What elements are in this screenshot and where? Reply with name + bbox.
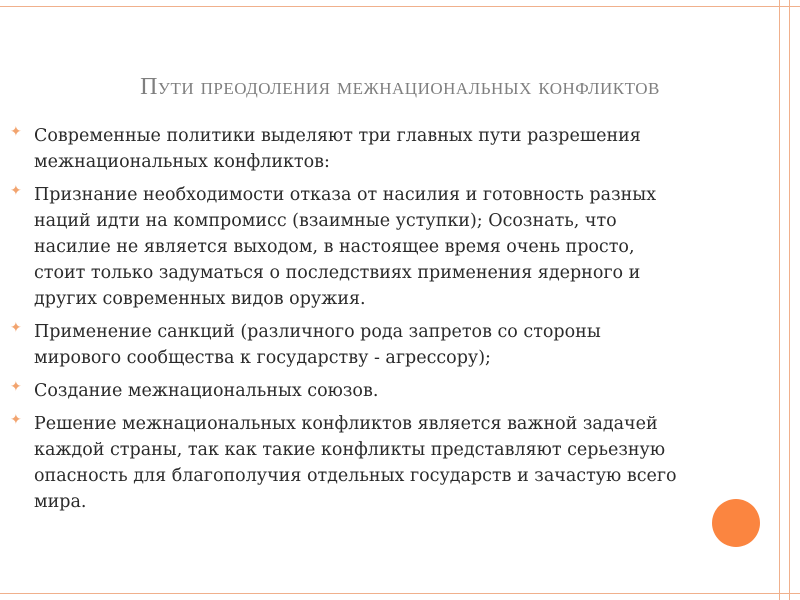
bullet-marker-icon: ✦ bbox=[10, 124, 22, 140]
bullet-text: Современные политики выделяют три главных пути разрешения межнациональных конфликтов: bbox=[34, 126, 641, 172]
bullet-marker-icon: ✦ bbox=[10, 320, 22, 336]
bullet-text: Применение санкций (различного рода запретов со стороны мирового сообщества к государству - агрессору); bbox=[34, 322, 601, 368]
decorative-circle bbox=[712, 499, 760, 547]
bullet-marker-icon: ✦ bbox=[10, 183, 22, 199]
frame-top-line bbox=[0, 6, 800, 7]
bullet-text: Решение межнациональных конфликтов является важной задачей каждой страны, так как такие конфликты представляют серьезную опасность для благополучия отдельных государств и зачастую всего мира. bbox=[34, 414, 677, 512]
bullet-item bbox=[10, 123, 690, 175]
bullet-marker-icon: ✦ bbox=[10, 412, 22, 428]
bullet-item bbox=[10, 319, 690, 371]
bullet-item bbox=[10, 411, 690, 515]
bullet-text: Признание необходимости отказа от насилия и готовность разных наций идти на компромисс (взаимные уступки); Осознать, что насилие не является выходом, в настоящее время очень просто, стоит только задуматься о последствиях применения ядерного и других современных видов оружия. bbox=[34, 185, 657, 309]
frame-bottom-line bbox=[0, 593, 800, 594]
bullet-item bbox=[10, 378, 690, 404]
bullet-list bbox=[10, 123, 690, 522]
bullet-marker-icon: ✦ bbox=[10, 379, 22, 395]
bullet-item bbox=[10, 182, 690, 312]
slide-title: Пути преодоления межнациональных конфликтов bbox=[140, 74, 660, 100]
bullet-text: Создание межнациональных союзов. bbox=[34, 381, 379, 401]
